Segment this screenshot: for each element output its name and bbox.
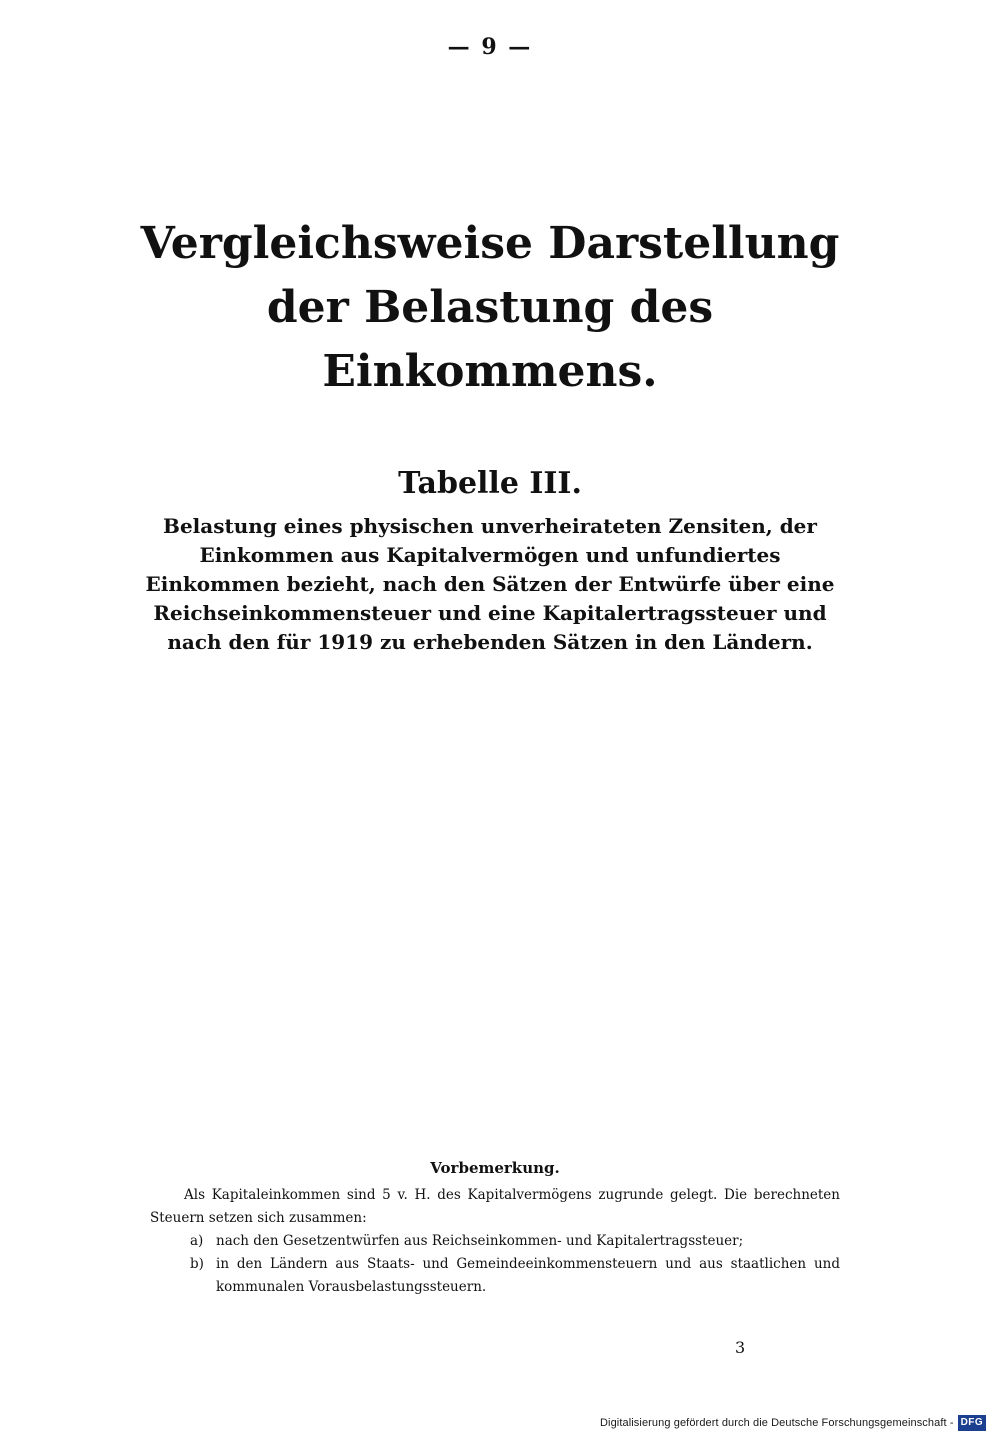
title-line-1: Vergleichsweise Darstellung	[140, 218, 840, 269]
preliminary-remark-intro: Als Kapitaleinkommen sind 5 v. H. des Kapitalvermögens zugrunde gelegt. Die berechneten Steuern setzen sich zusammen:	[150, 1187, 840, 1226]
dfg-logo-icon: DFG	[958, 1415, 987, 1431]
preliminary-remark-body	[150, 1184, 840, 1299]
list-item-text: in den Ländern aus Staats- und Gemeindeeinkommensteuern und aus staatlichen und kommunalen Vorausbelastungssteuern.	[216, 1256, 840, 1295]
page-number: — 9 —	[447, 34, 533, 60]
table-heading: Tabelle III.	[398, 466, 582, 501]
title-line-2: der Belastung des Einkommens.	[266, 282, 714, 397]
list-item	[150, 1230, 840, 1253]
list-item-marker: a)	[190, 1233, 204, 1249]
sheet-number: 3	[735, 1338, 746, 1357]
list-item	[150, 1253, 840, 1299]
table-description: Belastung eines physischen unverheirateten Zensiten, der Einkommen aus Kapitalvermögen und unfundiertes Einkommen bezieht, nach den Sätzen der Entwürfe über eine Reichseinkommensteuer und eine Kapitalertragssteuer und nach den für 1919 zu erhebenden Sätzen in den Ländern.	[145, 514, 835, 654]
digitization-footer	[600, 1414, 986, 1432]
list-item-text: nach den Gesetzentwürfen aus Reichseinkommen- und Kapitalertragssteuer;	[216, 1233, 744, 1249]
preliminary-remark-heading: Vorbemerkung.	[430, 1159, 560, 1177]
footer-credit-text: Digitalisierung gefördert durch die Deutsche Forschungsgemeinschaft -	[600, 1417, 954, 1429]
list-item-marker: b)	[190, 1256, 204, 1272]
page-title	[100, 212, 880, 404]
